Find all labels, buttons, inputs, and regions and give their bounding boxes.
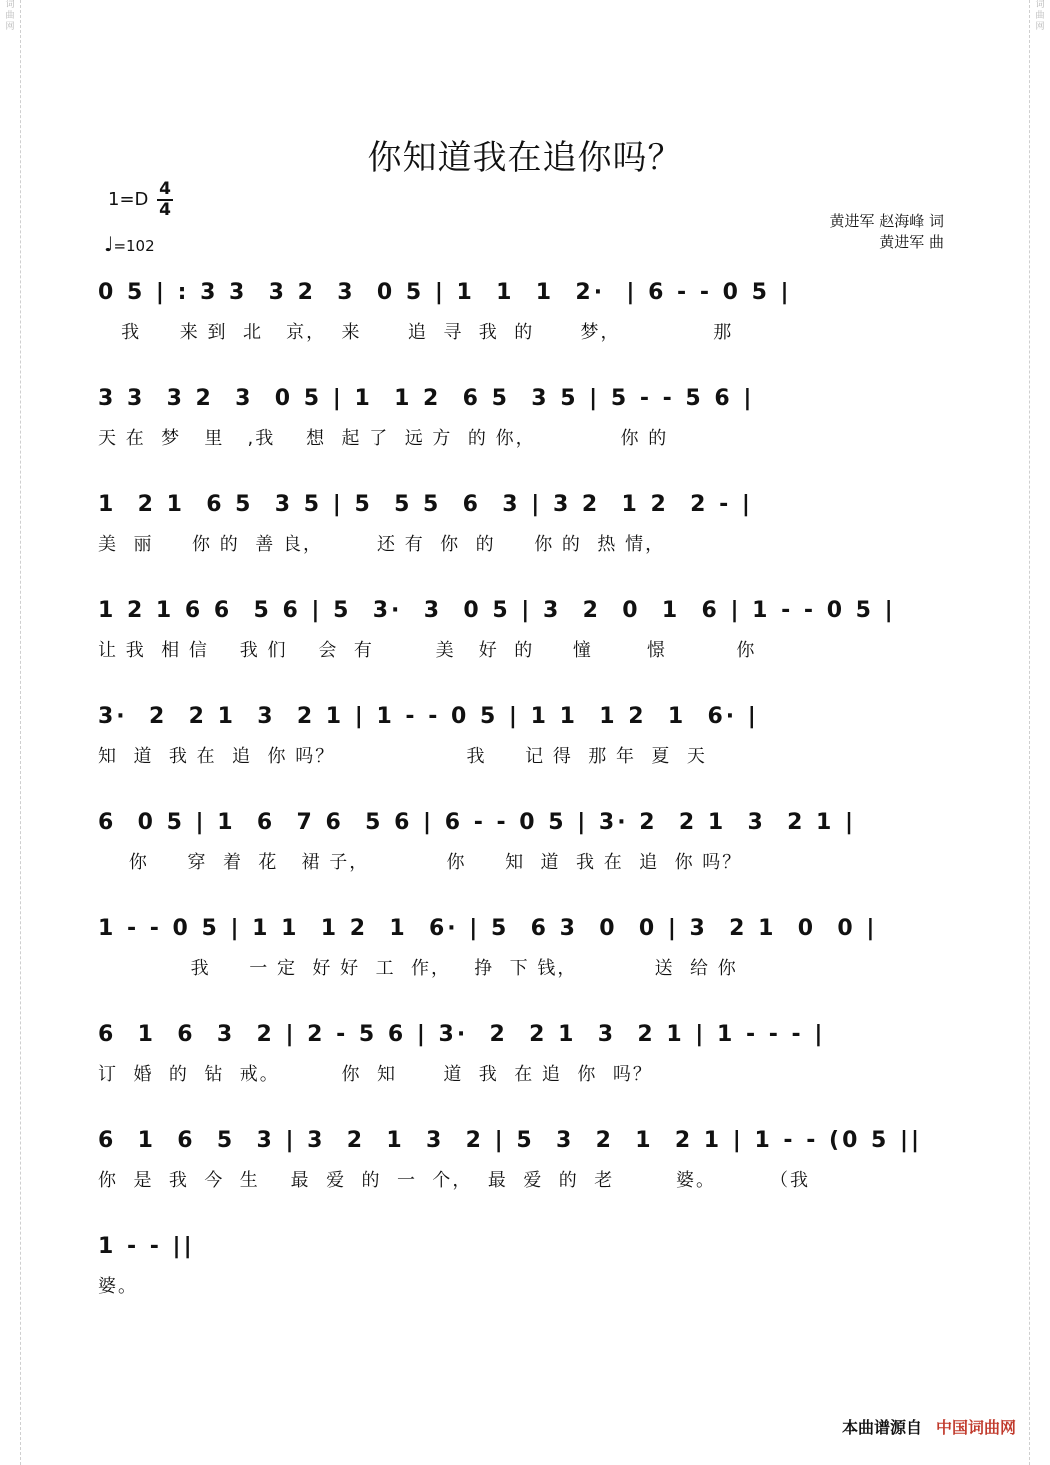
lyric-line: 让 我 相 信 我 们 会 有 美 好 的 憧 憬 你 bbox=[98, 640, 757, 661]
lyric-line: 天 在 梦 里 ,我 想 起 了 远 方 的 你， 你 的 bbox=[98, 428, 669, 449]
key-signature: 1=D bbox=[108, 189, 149, 210]
watermark-text: 词 曲 网 bbox=[1035, 0, 1045, 32]
lyric-line: 你 穿 着 花 裙 子， 你 知 道 我 在 追 你 吗？ bbox=[98, 852, 743, 873]
tempo-marking bbox=[104, 232, 155, 256]
credits bbox=[829, 211, 944, 253]
site-name: 中国词曲网 bbox=[935, 1418, 1016, 1437]
notation-line: 0 5 | : 3 3 3 2 3 0 5 | 1 1 1 2· | 6 - - 0 5 | bbox=[98, 280, 792, 305]
lyric-line: 我 来 到 北 京， 来 追 寻 我 的 梦， 那 bbox=[98, 322, 734, 343]
time-signature-bottom: 4 bbox=[157, 199, 173, 220]
composer-credit: 黄进军 曲 bbox=[879, 233, 944, 251]
notation-line: 1 2 1 6 6 5 6 | 5 3· 3 0 5 | 3 2 0 1 6 | 1 - - 0 5 | bbox=[98, 598, 896, 623]
lyric-line: 你 是 我 今 生 最 爱 的 一 个， 最 爱 的 老 婆。 （我 bbox=[98, 1170, 811, 1191]
lyric-line: 婆。 bbox=[98, 1276, 138, 1297]
time-signature bbox=[157, 180, 173, 220]
left-watermark-strip bbox=[0, 0, 21, 1465]
source-label: 本曲谱源自 bbox=[841, 1418, 922, 1437]
notation-line: 6 1 6 5 3 | 3 2 1 3 2 | 5 3 2 1 2 1 | 1 - - (0 5 || bbox=[98, 1128, 923, 1153]
lyric-line: 订 婚 的 钻 戒。 你 知 道 我 在 追 你 吗？ bbox=[98, 1064, 653, 1085]
notation-line: 1 2 1 6 5 3 5 | 5 5 5 6 3 | 3 2 1 2 2 - | bbox=[98, 492, 753, 517]
lyricist-credit: 黄进军 赵海峰 词 bbox=[829, 212, 944, 230]
quarter-note-icon: ♩ bbox=[104, 232, 114, 256]
lyric-line: 美 丽 你 的 善 良， 还 有 你 的 你 的 热 情， bbox=[98, 534, 666, 555]
watermark-text: 词 曲 网 bbox=[5, 0, 15, 32]
notation-line: 1 - - 0 5 | 1 1 1 2 1 6· | 5 6 3 0 0 | 3 2 1 0 0 | bbox=[98, 916, 878, 941]
notation-line: 3 3 3 2 3 0 5 | 1 1 2 6 5 3 5 | 5 - - 5 6 | bbox=[98, 386, 755, 411]
notation-line: 1 - - || bbox=[98, 1234, 195, 1259]
right-watermark-strip bbox=[1029, 0, 1050, 1465]
notation-line: 6 0 5 | 1 6 7 6 5 6 | 6 - - 0 5 | 3· 2 2 1 3 2 1 | bbox=[98, 810, 857, 835]
lyric-line: 知 道 我 在 追 你 吗？ 我 记 得 那 年 夏 天 bbox=[98, 746, 707, 767]
lyric-line: 我 一 定 好 好 工 作， 挣 下 钱， 送 给 你 bbox=[98, 958, 738, 979]
notation-line: 6 1 6 3 2 | 2 - 5 6 | 3· 2 2 1 3 2 1 | 1 - - - | bbox=[98, 1022, 826, 1047]
notation-line: 3· 2 2 1 3 2 1 | 1 - - 0 5 | 1 1 1 2 1 6· | bbox=[98, 704, 759, 729]
song-title: 你知道我在追你吗？ bbox=[367, 138, 683, 178]
footer bbox=[842, 1415, 1016, 1438]
tempo-value: =102 bbox=[113, 237, 155, 255]
time-signature-top: 4 bbox=[159, 179, 171, 199]
